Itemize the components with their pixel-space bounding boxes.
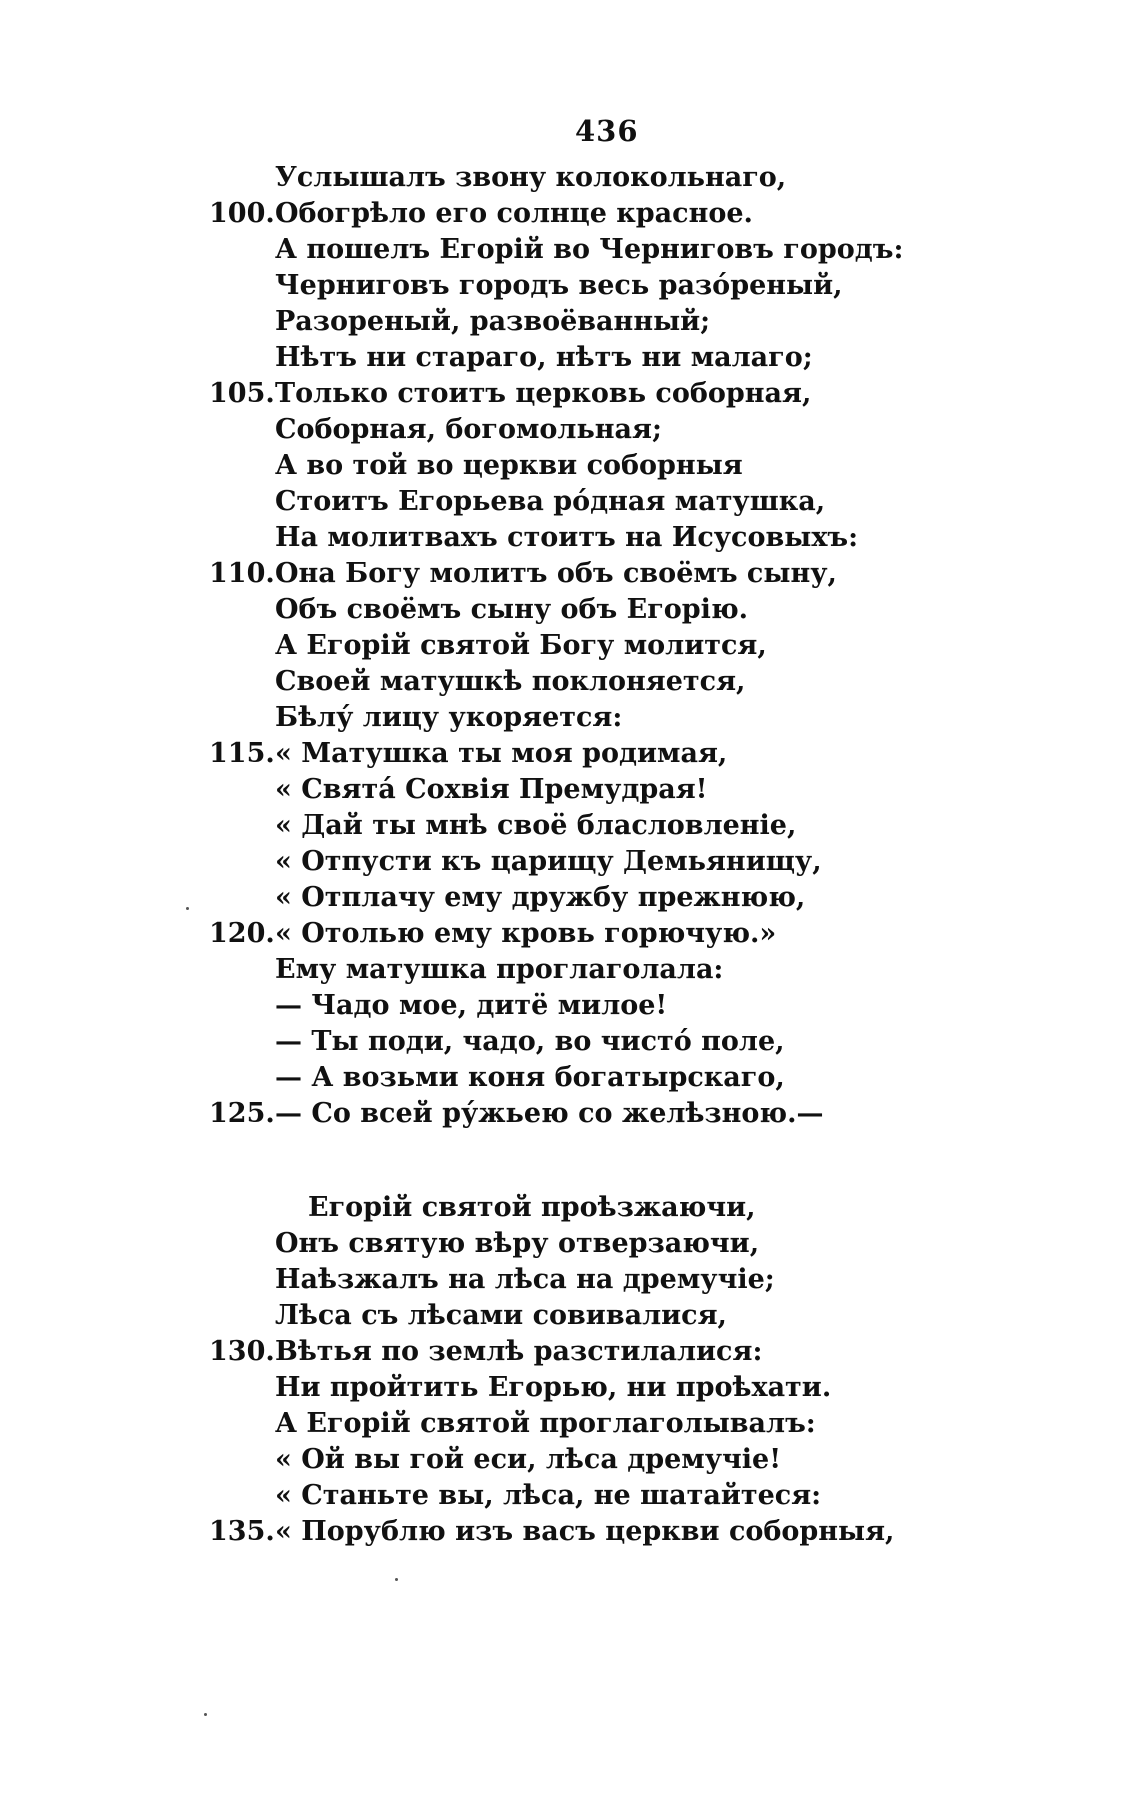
- line-text: Бѣлу́ лицу укоряется:: [275, 702, 623, 733]
- line-text: Своей матушкѣ поклоняется,: [275, 666, 746, 697]
- line-number: 110.: [209, 558, 275, 589]
- verse-line: [0, 808, 1140, 844]
- page-number: 436: [575, 114, 639, 148]
- line-text: Обогрѣло его солнце красное.: [275, 198, 753, 229]
- verse-line: [0, 1514, 1140, 1550]
- verse-line: [0, 448, 1140, 484]
- line-text: А Егорій святой Богу молится,: [275, 630, 767, 661]
- line-text: « Отолью ему кровь горючую.»: [275, 918, 777, 949]
- verse-text: [0, 160, 1140, 1550]
- line-text: « Станьте вы, лѣса, не шатайтеся:: [275, 1480, 822, 1511]
- verse-line: [0, 1024, 1140, 1060]
- stanza-gap: [0, 1132, 1140, 1190]
- verse-line: [0, 880, 1140, 916]
- verse-line: [0, 1096, 1140, 1132]
- line-text: « Отпусти къ царищу Демьянищу,: [275, 846, 822, 877]
- line-text: « Матушка ты моя родимая,: [275, 738, 728, 769]
- verse-line: [0, 340, 1140, 376]
- verse-line: [0, 232, 1140, 268]
- verse-line: [0, 1060, 1140, 1096]
- line-text: Стоитъ Егорьева ро́дная матушка,: [275, 486, 826, 517]
- line-text: « Отплачу ему дружбу прежнюю,: [275, 882, 806, 913]
- verse-line: [0, 412, 1140, 448]
- line-number: 135.: [209, 1516, 275, 1547]
- line-text: — Со всей ру́жьею со желѣзною.—: [275, 1098, 824, 1129]
- line-text: « Ой вы гой еси, лѣса дремучіе!: [275, 1444, 782, 1475]
- line-text: Услышалъ звону колокольнаго,: [275, 162, 787, 193]
- verse-line: [0, 1226, 1140, 1262]
- line-text: « Порублю изъ васъ церкви соборныя,: [275, 1516, 895, 1547]
- line-text: — Чадо мое, дитё милое!: [275, 990, 668, 1021]
- verse-line: [0, 160, 1140, 196]
- line-text: Только стоитъ церковь соборная,: [275, 378, 812, 409]
- line-text: Она Богу молитъ объ своёмъ сыну,: [275, 558, 837, 589]
- verse-line: [0, 1478, 1140, 1514]
- verse-line: [0, 916, 1140, 952]
- line-text: Черниговъ городъ весь разо́реный,: [275, 270, 843, 301]
- line-number: 130.: [209, 1336, 275, 1367]
- verse-line: [0, 1262, 1140, 1298]
- line-text: А пошелъ Егорій во Черниговъ городъ:: [275, 234, 904, 265]
- line-number: 100.: [209, 198, 275, 229]
- stanza-1: [0, 160, 1140, 1132]
- verse-line: [0, 1442, 1140, 1478]
- verse-line: [0, 628, 1140, 664]
- verse-line: [0, 520, 1140, 556]
- stanza-2: [0, 1190, 1140, 1550]
- line-text: Соборная, богомольная;: [275, 414, 662, 445]
- verse-line: [0, 988, 1140, 1024]
- line-text: Разореный, развоёванный;: [275, 306, 711, 337]
- line-text: Нѣтъ ни стараго, нѣтъ ни малаго;: [275, 342, 813, 373]
- line-text: А Егорій святой проглаголывалъ:: [275, 1408, 816, 1439]
- line-text: На молитвахъ стоитъ на Исусовыхъ:: [275, 522, 859, 553]
- line-text: Онъ святую вѣру отверзаючи,: [275, 1228, 760, 1259]
- line-number: 115.: [209, 738, 275, 769]
- verse-line: [0, 700, 1140, 736]
- line-number: 120.: [209, 918, 275, 949]
- line-text: Вѣтья по землѣ разстилалися:: [275, 1336, 763, 1367]
- verse-line: [0, 304, 1140, 340]
- line-text: Лѣса съ лѣсами совивалися,: [275, 1300, 727, 1331]
- line-text: Ему матушка проглаголала:: [275, 954, 724, 985]
- print-speck: [186, 907, 189, 910]
- line-text: Наѣзжалъ на лѣса на дремучіе;: [275, 1264, 775, 1295]
- verse-line: [0, 1370, 1140, 1406]
- line-text: « Дай ты мнѣ своё бласловленіе,: [275, 810, 797, 841]
- line-number: 125.: [209, 1098, 275, 1129]
- verse-line: [0, 196, 1140, 232]
- line-text: Объ своёмъ сыну объ Егорію.: [275, 594, 749, 625]
- line-text: — Ты поди, чадо, во чисто́ поле,: [275, 1026, 785, 1057]
- line-text: А во той во церкви соборныя: [275, 450, 743, 481]
- line-number: 105.: [209, 378, 275, 409]
- line-text: Егорій святой проѣзжаючи,: [308, 1192, 756, 1223]
- verse-line: [0, 268, 1140, 304]
- verse-line: [0, 1334, 1140, 1370]
- verse-line: [0, 1298, 1140, 1334]
- verse-line: [0, 484, 1140, 520]
- verse-line: [0, 556, 1140, 592]
- print-speck: [204, 1713, 207, 1716]
- verse-line: [0, 664, 1140, 700]
- verse-line: [0, 1190, 1140, 1226]
- print-speck: [395, 1578, 398, 1581]
- line-text: — А возьми коня богатырскаго,: [275, 1062, 785, 1093]
- verse-line: [0, 952, 1140, 988]
- verse-line: [0, 772, 1140, 808]
- verse-line: [0, 376, 1140, 412]
- line-text: « Свята́ Сохвія Премудрая!: [275, 774, 708, 805]
- line-text: Ни пройтить Егорью, ни проѣхати.: [275, 1372, 832, 1403]
- verse-line: [0, 844, 1140, 880]
- verse-line: [0, 736, 1140, 772]
- verse-line: [0, 1406, 1140, 1442]
- verse-line: [0, 592, 1140, 628]
